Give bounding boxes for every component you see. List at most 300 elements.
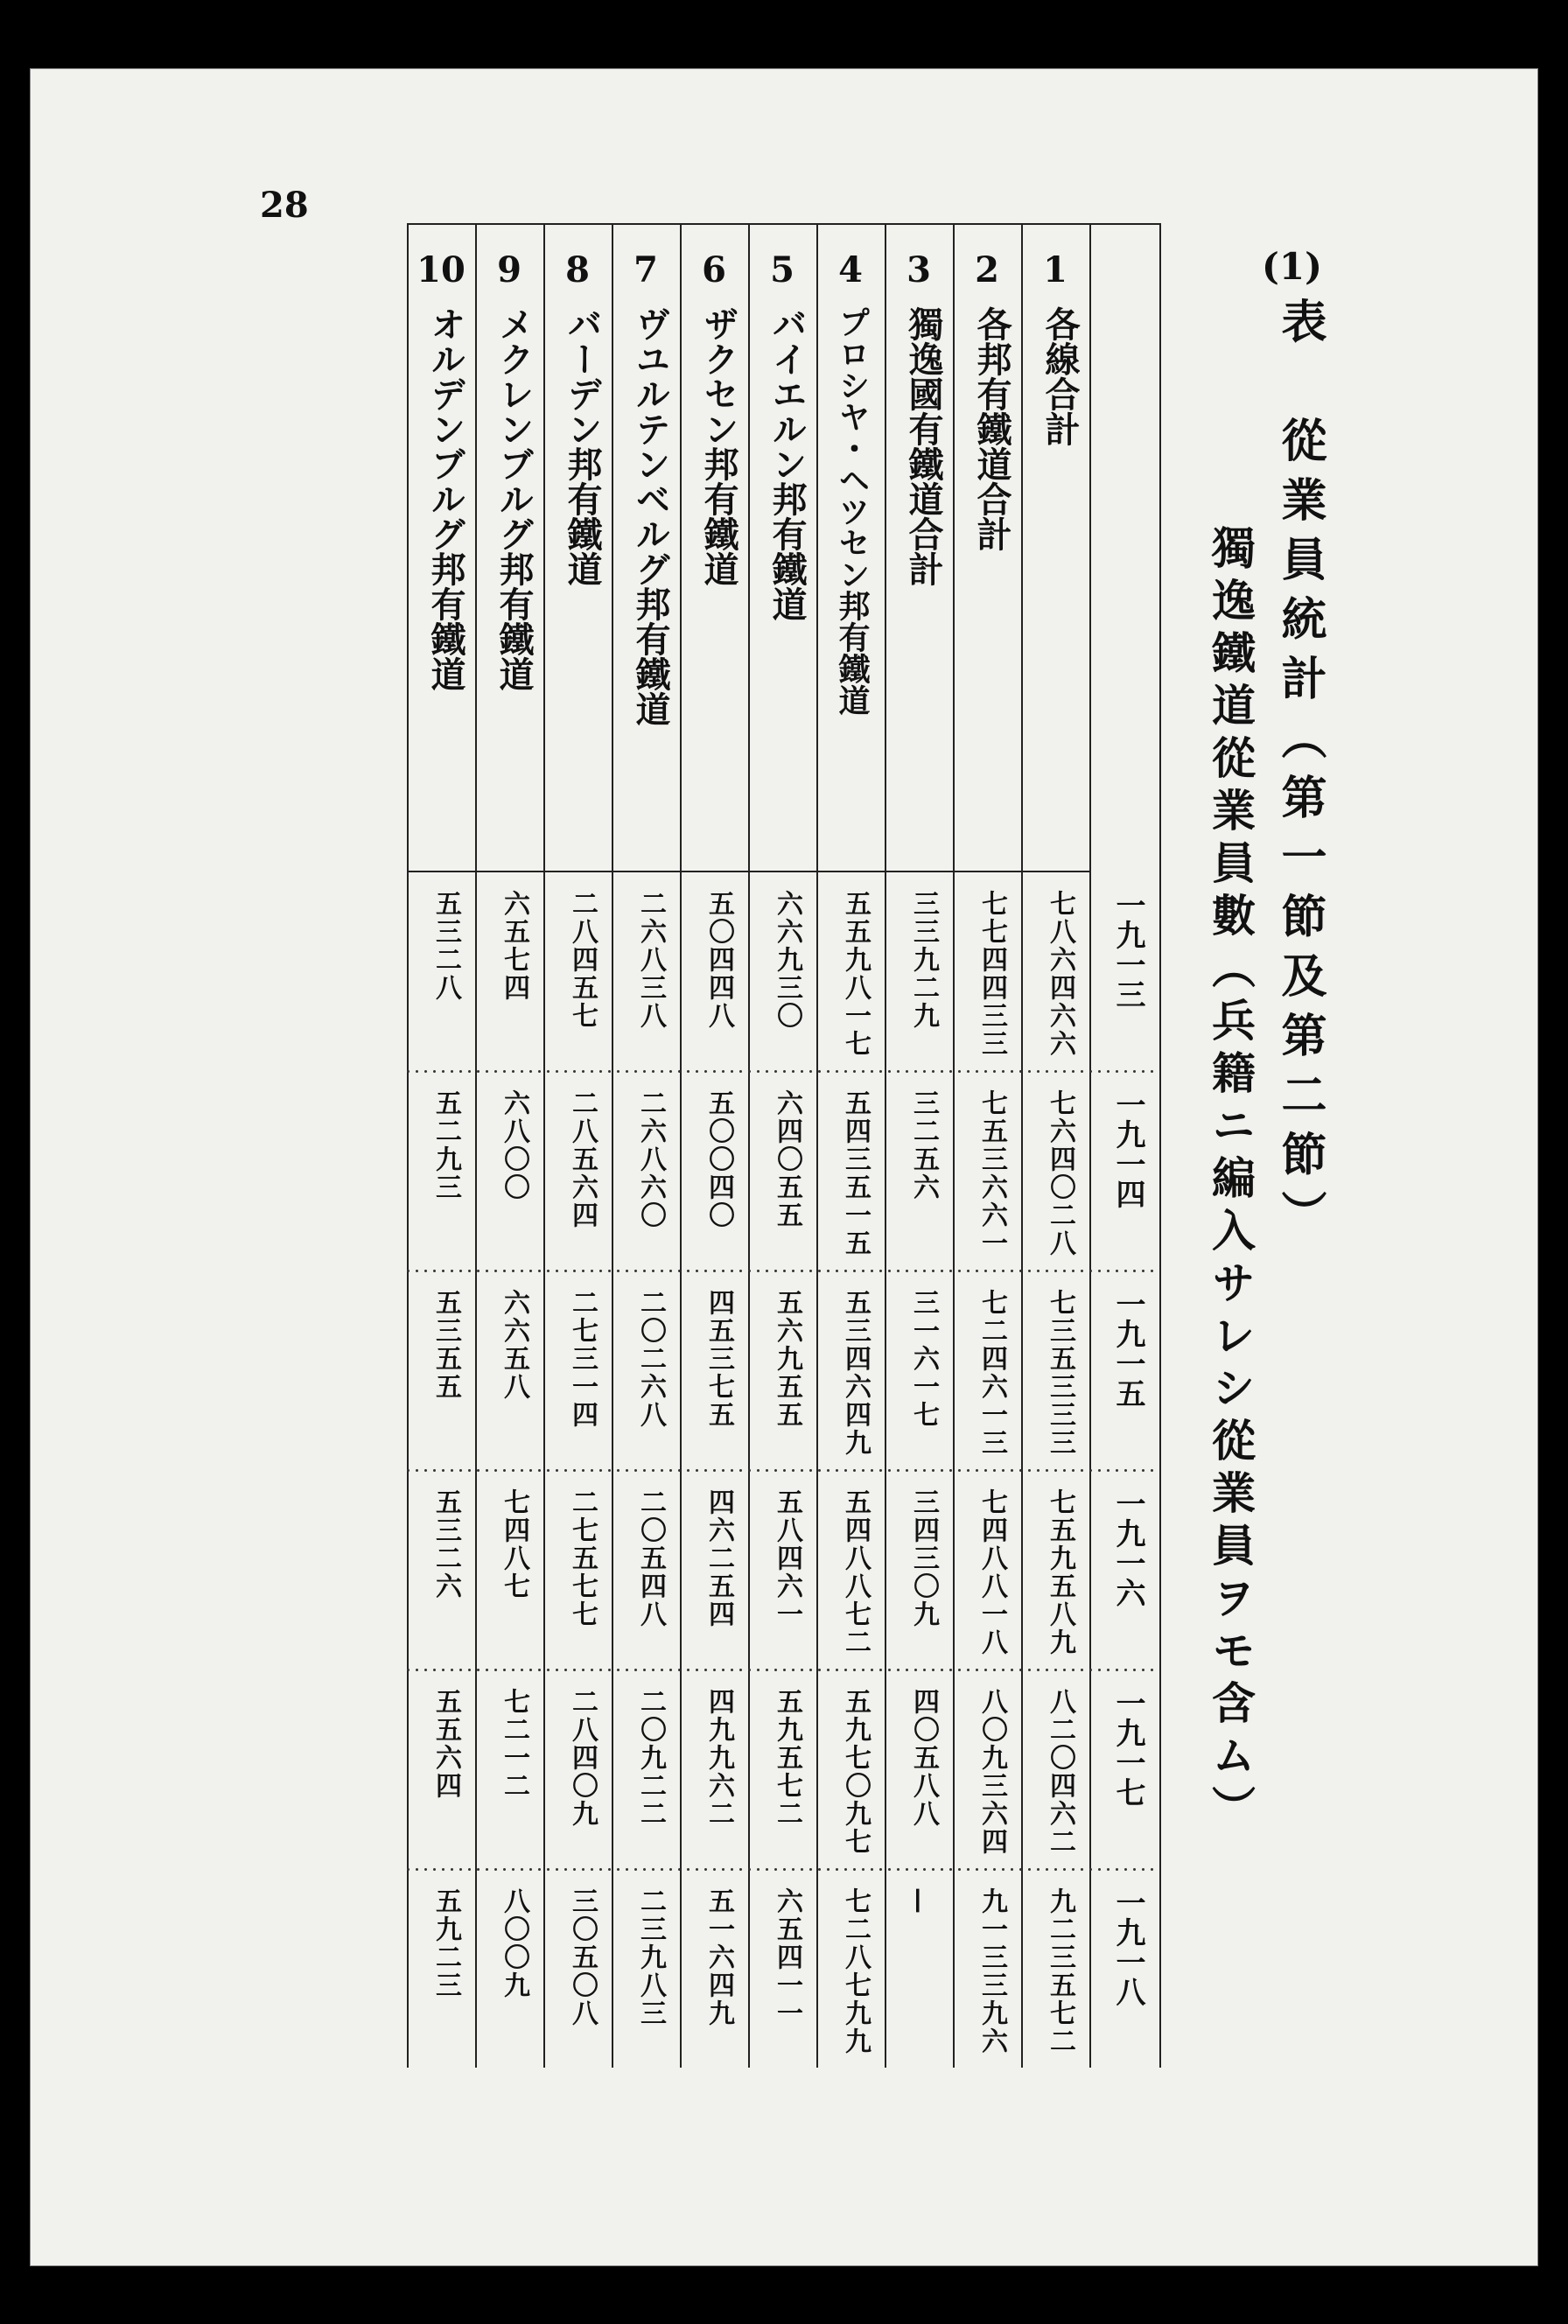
- year-separator-dot: [696, 1270, 698, 1272]
- year-separator-dot: [503, 1270, 506, 1272]
- row-number: 10: [416, 249, 466, 290]
- year-separator-dot: [766, 1868, 768, 1871]
- year-separator-dot: [888, 1469, 891, 1472]
- year-separator-dot: [1081, 1868, 1083, 1871]
- year-separator-dot: [494, 1669, 497, 1671]
- year-separator-dot: [678, 1868, 681, 1871]
- table-cell: 五二九三: [430, 1089, 461, 1201]
- table-cell: 四五三七五: [704, 1289, 734, 1429]
- year-separator-dot: [993, 1070, 996, 1073]
- year-separator-dot: [1028, 1868, 1031, 1871]
- year-separator-dot: [722, 1669, 724, 1671]
- year-separator-dot: [1116, 1270, 1118, 1272]
- year-separator-dot: [1089, 1070, 1092, 1073]
- year-separator-dot: [661, 1469, 663, 1472]
- table-cell: 四〇五八八: [908, 1688, 939, 1828]
- year-separator-dot: [1011, 1270, 1013, 1272]
- year-separator-dot: [914, 1868, 917, 1871]
- year-separator-dot: [739, 1469, 742, 1472]
- year-separator-dot: [1151, 1669, 1153, 1671]
- year-separator-dot: [661, 1270, 663, 1272]
- table-number: (1): [1262, 245, 1322, 288]
- year-separator-dot: [827, 1270, 830, 1272]
- year-separator-dot: [871, 1669, 873, 1671]
- year-separator-dot: [958, 1868, 961, 1871]
- year-separator-dot: [512, 1270, 514, 1272]
- year-separator-dot: [923, 1868, 926, 1871]
- year-separator-dot: [1081, 1270, 1083, 1272]
- year-header: 一九一七: [1110, 1688, 1145, 1807]
- year-separator-dot: [809, 1070, 812, 1073]
- year-separator-dot: [941, 1469, 943, 1472]
- table-cell: —: [904, 1887, 934, 1915]
- year-separator-dot: [442, 1868, 444, 1871]
- table-cell: 二〇二六八: [635, 1289, 666, 1429]
- year-separator-dot: [582, 1070, 584, 1073]
- year-separator-dot: [486, 1868, 488, 1871]
- year-separator-dot: [573, 1669, 576, 1671]
- year-separator-dot: [1019, 1469, 1022, 1472]
- row-number: 9: [497, 249, 522, 290]
- table-cell: 三二五六: [908, 1089, 939, 1201]
- year-separator-dot: [451, 1669, 453, 1671]
- year-separator-dot: [617, 1270, 620, 1272]
- year-separator-dot: [836, 1469, 838, 1472]
- row-number: 3: [906, 249, 931, 290]
- year-separator-dot: [669, 1868, 672, 1871]
- year-separator-dot: [731, 1270, 733, 1272]
- year-separator-dot: [1028, 1469, 1031, 1472]
- year-separator-dot: [818, 1669, 821, 1671]
- year-separator-dot: [801, 1669, 803, 1671]
- year-separator-dot: [871, 1469, 873, 1472]
- year-separator-dot: [599, 1669, 602, 1671]
- year-separator-dot: [696, 1469, 698, 1472]
- year-separator-dot: [1133, 1270, 1136, 1272]
- table-cell: 五九五七二: [772, 1688, 802, 1828]
- year-separator-dot: [1142, 1070, 1144, 1073]
- table-subtitle: 獨逸鐵道從業員數（兵籍ニ編入サレシ從業員ヲモ含ム）: [1205, 525, 1256, 1838]
- year-separator-dot: [442, 1469, 444, 1472]
- year-separator-dot: [678, 1469, 681, 1472]
- year-separator-dot: [547, 1469, 550, 1472]
- year-separator-dot: [529, 1070, 532, 1073]
- year-separator-dot: [416, 1868, 418, 1871]
- year-separator-dot: [424, 1868, 427, 1871]
- year-separator-dot: [599, 1270, 602, 1272]
- year-separator-dot: [958, 1270, 961, 1272]
- table-cell: 五八四六一: [772, 1488, 802, 1628]
- table-cell: 五五九八一七: [840, 890, 871, 1058]
- year-separator-dot: [556, 1669, 558, 1671]
- year-separator-dot: [801, 1070, 803, 1073]
- year-separator-dot: [1133, 1469, 1136, 1472]
- row-number: 5: [770, 249, 794, 290]
- year-separator-dot: [494, 1070, 497, 1073]
- column-divider: [475, 223, 477, 2068]
- year-separator-dot: [941, 1270, 943, 1272]
- year-separator-dot: [853, 1270, 856, 1272]
- year-separator-dot: [1151, 1469, 1153, 1472]
- year-separator-dot: [433, 1070, 436, 1073]
- column-divider: [1089, 223, 1091, 2068]
- year-separator-dot: [967, 1669, 970, 1671]
- year-separator-dot: [1107, 1669, 1110, 1671]
- year-separator-dot: [477, 1669, 480, 1671]
- year-separator-dot: [801, 1270, 803, 1272]
- year-separator-dot: [958, 1070, 961, 1073]
- year-separator-dot: [1089, 1669, 1092, 1671]
- table-cell: 二七三一四: [567, 1289, 598, 1429]
- year-separator-dot: [652, 1868, 654, 1871]
- year-separator-dot: [888, 1270, 891, 1272]
- year-separator-dot: [468, 1070, 471, 1073]
- year-separator-dot: [993, 1469, 996, 1472]
- year-separator-dot: [1002, 1070, 1004, 1073]
- row-label: ヴユルテンベルグ邦有鐵道: [630, 306, 671, 726]
- year-separator-dot: [914, 1469, 917, 1472]
- table-cell: 三〇五〇八: [567, 1887, 598, 2027]
- table-cell: 九二三五七二: [1045, 1887, 1075, 2055]
- year-separator-dot: [538, 1270, 541, 1272]
- year-separator-dot: [967, 1070, 970, 1073]
- year-separator-dot: [1011, 1669, 1013, 1671]
- table-cell: 七四八七: [499, 1488, 529, 1600]
- year-separator-dot: [564, 1070, 567, 1073]
- year-separator-dot: [1054, 1270, 1057, 1272]
- table-cell: 五五六四: [430, 1688, 461, 1800]
- year-separator-dot: [844, 1070, 847, 1073]
- year-separator-dot: [827, 1669, 830, 1671]
- year-separator-dot: [704, 1270, 707, 1272]
- year-separator-dot: [1124, 1469, 1127, 1472]
- year-separator-dot: [669, 1669, 672, 1671]
- year-separator-dot: [573, 1868, 576, 1871]
- year-separator-dot: [941, 1868, 943, 1871]
- year-separator-dot: [757, 1868, 760, 1871]
- year-separator-dot: [459, 1070, 462, 1073]
- year-separator-dot: [932, 1270, 934, 1272]
- year-separator-dot: [923, 1669, 926, 1671]
- year-separator-dot: [608, 1469, 611, 1472]
- table-cell: 七二四六一三: [976, 1289, 1007, 1457]
- table-cell: 七八六四六六: [1045, 890, 1075, 1058]
- year-separator-dot: [704, 1070, 707, 1073]
- year-separator-dot: [748, 1469, 751, 1472]
- year-separator-dot: [608, 1070, 611, 1073]
- year-separator-dot: [888, 1669, 891, 1671]
- year-separator-dot: [984, 1270, 987, 1272]
- year-separator-dot: [634, 1070, 637, 1073]
- row-label: 獨逸國有鐵道合計: [903, 306, 944, 586]
- table-cell: 二〇九二二: [635, 1688, 666, 1828]
- year-separator-dot: [993, 1669, 996, 1671]
- year-separator-dot: [774, 1669, 777, 1671]
- year-separator-dot: [862, 1070, 864, 1073]
- year-separator-dot: [617, 1070, 620, 1073]
- year-separator-dot: [468, 1669, 471, 1671]
- year-separator-dot: [1089, 1270, 1092, 1272]
- year-separator-dot: [836, 1669, 838, 1671]
- year-separator-dot: [853, 1669, 856, 1671]
- year-separator-dot: [871, 1070, 873, 1073]
- year-separator-dot: [722, 1270, 724, 1272]
- table-cell: 七六四〇二八: [1045, 1089, 1075, 1257]
- year-separator-dot: [809, 1270, 812, 1272]
- year-separator-dot: [626, 1669, 628, 1671]
- year-separator-dot: [827, 1868, 830, 1871]
- year-separator-dot: [442, 1070, 444, 1073]
- year-separator-dot: [862, 1469, 864, 1472]
- year-separator-dot: [958, 1469, 961, 1472]
- year-separator-dot: [547, 1868, 550, 1871]
- year-separator-dot: [477, 1469, 480, 1472]
- year-separator-dot: [617, 1469, 620, 1472]
- year-separator-dot: [757, 1469, 760, 1472]
- table-cell: 五六九五五: [772, 1289, 802, 1429]
- year-separator-dot: [897, 1868, 900, 1871]
- year-separator-dot: [582, 1868, 584, 1871]
- year-separator-dot: [687, 1070, 690, 1073]
- year-separator-dot: [442, 1669, 444, 1671]
- year-separator-dot: [1107, 1868, 1110, 1871]
- year-separator-dot: [459, 1669, 462, 1671]
- table-cell: 二六八三八: [635, 890, 666, 1030]
- table-cell: 二三九八三: [635, 1887, 666, 2027]
- year-separator-dot: [416, 1270, 418, 1272]
- year-separator-dot: [521, 1070, 523, 1073]
- year-separator-dot: [766, 1270, 768, 1272]
- year-separator-dot: [932, 1070, 934, 1073]
- year-separator-dot: [766, 1469, 768, 1472]
- year-separator-dot: [512, 1469, 514, 1472]
- year-separator-dot: [1054, 1868, 1057, 1871]
- year-separator-dot: [949, 1469, 952, 1472]
- year-separator-dot: [818, 1469, 821, 1472]
- year-separator-dot: [1116, 1070, 1118, 1073]
- column-divider: [680, 223, 682, 2068]
- year-separator-dot: [879, 1270, 882, 1272]
- year-separator-dot: [591, 1270, 593, 1272]
- year-separator-dot: [477, 1070, 480, 1073]
- table-cell: 七四八八一八: [976, 1488, 1007, 1656]
- year-separator-dot: [564, 1868, 567, 1871]
- year-separator-dot: [906, 1469, 908, 1472]
- year-separator-dot: [809, 1868, 812, 1871]
- year-separator-dot: [862, 1669, 864, 1671]
- table-cell: 五四八八七二: [840, 1488, 871, 1656]
- year-separator-dot: [862, 1868, 864, 1871]
- year-separator-dot: [1133, 1070, 1136, 1073]
- year-separator-dot: [757, 1270, 760, 1272]
- year-separator-dot: [906, 1669, 908, 1671]
- year-separator-dot: [486, 1669, 488, 1671]
- year-separator-dot: [949, 1070, 952, 1073]
- year-separator-dot: [906, 1070, 908, 1073]
- year-separator-dot: [932, 1868, 934, 1871]
- column-divider: [407, 223, 409, 2068]
- year-separator-dot: [503, 1070, 506, 1073]
- year-separator-dot: [1054, 1070, 1057, 1073]
- year-separator-dot: [941, 1669, 943, 1671]
- year-separator-dot: [1054, 1469, 1057, 1472]
- year-separator-dot: [1037, 1669, 1040, 1671]
- table-cell: 五四三五一五: [840, 1089, 871, 1257]
- year-separator-dot: [407, 1868, 410, 1871]
- year-separator-dot: [932, 1669, 934, 1671]
- year-separator-dot: [494, 1469, 497, 1472]
- year-separator-dot: [879, 1868, 882, 1871]
- year-separator-dot: [521, 1868, 523, 1871]
- year-separator-dot: [1002, 1469, 1004, 1472]
- year-separator-dot: [871, 1270, 873, 1272]
- year-separator-dot: [1046, 1669, 1048, 1671]
- year-separator-dot: [783, 1070, 786, 1073]
- year-separator-dot: [827, 1469, 830, 1472]
- year-separator-dot: [451, 1469, 453, 1472]
- year-separator-dot: [494, 1868, 497, 1871]
- year-separator-dot: [967, 1270, 970, 1272]
- year-separator-dot: [564, 1270, 567, 1272]
- year-separator-dot: [704, 1469, 707, 1472]
- year-separator-dot: [1019, 1669, 1022, 1671]
- year-separator-dot: [739, 1669, 742, 1671]
- year-separator-dot: [984, 1868, 987, 1871]
- year-separator-dot: [521, 1469, 523, 1472]
- year-separator-dot: [591, 1669, 593, 1671]
- year-separator-dot: [836, 1868, 838, 1871]
- year-separator-dot: [836, 1070, 838, 1073]
- year-separator-dot: [976, 1270, 978, 1272]
- row-number: 2: [975, 249, 999, 290]
- year-separator-dot: [416, 1469, 418, 1472]
- year-separator-dot: [477, 1270, 480, 1272]
- year-separator-dot: [1072, 1469, 1074, 1472]
- year-separator-dot: [704, 1868, 707, 1871]
- year-separator-dot: [512, 1669, 514, 1671]
- year-separator-dot: [556, 1270, 558, 1272]
- year-separator-dot: [643, 1469, 646, 1472]
- year-separator-dot: [1107, 1270, 1110, 1272]
- table-cell: 二六八六〇: [635, 1089, 666, 1229]
- table-cell: 二八四五七: [567, 890, 598, 1030]
- table-cell: 二〇五四八: [635, 1488, 666, 1628]
- year-separator-dot: [774, 1469, 777, 1472]
- year-separator-dot: [1063, 1270, 1066, 1272]
- year-separator-dot: [1133, 1868, 1136, 1871]
- year-separator-dot: [547, 1669, 550, 1671]
- year-separator-dot: [442, 1270, 444, 1272]
- year-separator-dot: [433, 1868, 436, 1871]
- year-separator-dot: [468, 1868, 471, 1871]
- year-separator-dot: [591, 1868, 593, 1871]
- year-separator-dot: [1116, 1469, 1118, 1472]
- year-separator-dot: [538, 1868, 541, 1871]
- table-cell: 七二八七九九: [840, 1887, 871, 2055]
- year-separator-dot: [591, 1469, 593, 1472]
- year-separator-dot: [1151, 1270, 1153, 1272]
- year-separator-dot: [538, 1469, 541, 1472]
- year-separator-dot: [1019, 1070, 1022, 1073]
- row-label: メクレンブルグ邦有鐵道: [494, 306, 535, 691]
- year-separator-dot: [722, 1868, 724, 1871]
- year-separator-dot: [626, 1469, 628, 1472]
- year-separator-dot: [407, 1469, 410, 1472]
- year-separator-dot: [914, 1070, 917, 1073]
- year-separator-dot: [661, 1669, 663, 1671]
- year-separator-dot: [1124, 1070, 1127, 1073]
- year-separator-dot: [1124, 1270, 1127, 1272]
- year-separator-dot: [774, 1070, 777, 1073]
- year-separator-dot: [1098, 1270, 1101, 1272]
- year-separator-dot: [547, 1070, 550, 1073]
- year-separator-dot: [652, 1669, 654, 1671]
- year-separator-dot: [424, 1070, 427, 1073]
- year-separator-dot: [1142, 1270, 1144, 1272]
- year-separator-dot: [669, 1469, 672, 1472]
- year-separator-dot: [643, 1270, 646, 1272]
- year-separator-dot: [879, 1070, 882, 1073]
- year-separator-dot: [1116, 1868, 1118, 1871]
- year-separator-dot: [801, 1469, 803, 1472]
- year-separator-dot: [477, 1868, 480, 1871]
- year-separator-dot: [976, 1070, 978, 1073]
- year-separator-dot: [573, 1469, 576, 1472]
- year-separator-dot: [897, 1270, 900, 1272]
- year-separator-dot: [774, 1868, 777, 1871]
- year-separator-dot: [652, 1070, 654, 1073]
- year-separator-dot: [1046, 1469, 1048, 1472]
- year-separator-dot: [1011, 1469, 1013, 1472]
- year-separator-dot: [503, 1469, 506, 1472]
- year-separator-dot: [1028, 1270, 1031, 1272]
- column-divider: [1021, 223, 1023, 2068]
- row-label: 各邦有鐵道合計: [971, 306, 1012, 551]
- year-separator-dot: [844, 1669, 847, 1671]
- year-separator-dot: [1098, 1070, 1101, 1073]
- year-separator-dot: [433, 1469, 436, 1472]
- year-separator-dot: [949, 1868, 952, 1871]
- year-separator-dot: [634, 1270, 637, 1272]
- table-cell: 九一三三九六: [976, 1887, 1007, 2055]
- row-label: プロシヤ・ヘツセン邦有鐵道: [834, 306, 871, 716]
- year-separator-dot: [1107, 1469, 1110, 1472]
- year-separator-dot: [801, 1868, 803, 1871]
- year-separator-dot: [608, 1868, 611, 1871]
- table-cell: 七五九五八九: [1045, 1488, 1075, 1656]
- year-separator-dot: [564, 1669, 567, 1671]
- year-separator-dot: [897, 1070, 900, 1073]
- year-separator-dot: [713, 1270, 716, 1272]
- year-separator-dot: [1098, 1868, 1101, 1871]
- year-separator-dot: [521, 1669, 523, 1671]
- table-cell: 五九七〇九七: [840, 1688, 871, 1856]
- year-separator-dot: [722, 1070, 724, 1073]
- year-separator-dot: [424, 1669, 427, 1671]
- year-separator-dot: [1063, 1469, 1066, 1472]
- year-separator-dot: [1151, 1868, 1153, 1871]
- year-separator-dot: [652, 1270, 654, 1272]
- year-separator-dot: [827, 1070, 830, 1073]
- year-separator-dot: [468, 1469, 471, 1472]
- column-divider: [816, 223, 818, 2068]
- year-separator-dot: [599, 1868, 602, 1871]
- year-separator-dot: [766, 1669, 768, 1671]
- year-separator-dot: [1046, 1070, 1048, 1073]
- year-separator-dot: [871, 1868, 873, 1871]
- year-separator-dot: [424, 1469, 427, 1472]
- column-divider: [543, 223, 545, 2068]
